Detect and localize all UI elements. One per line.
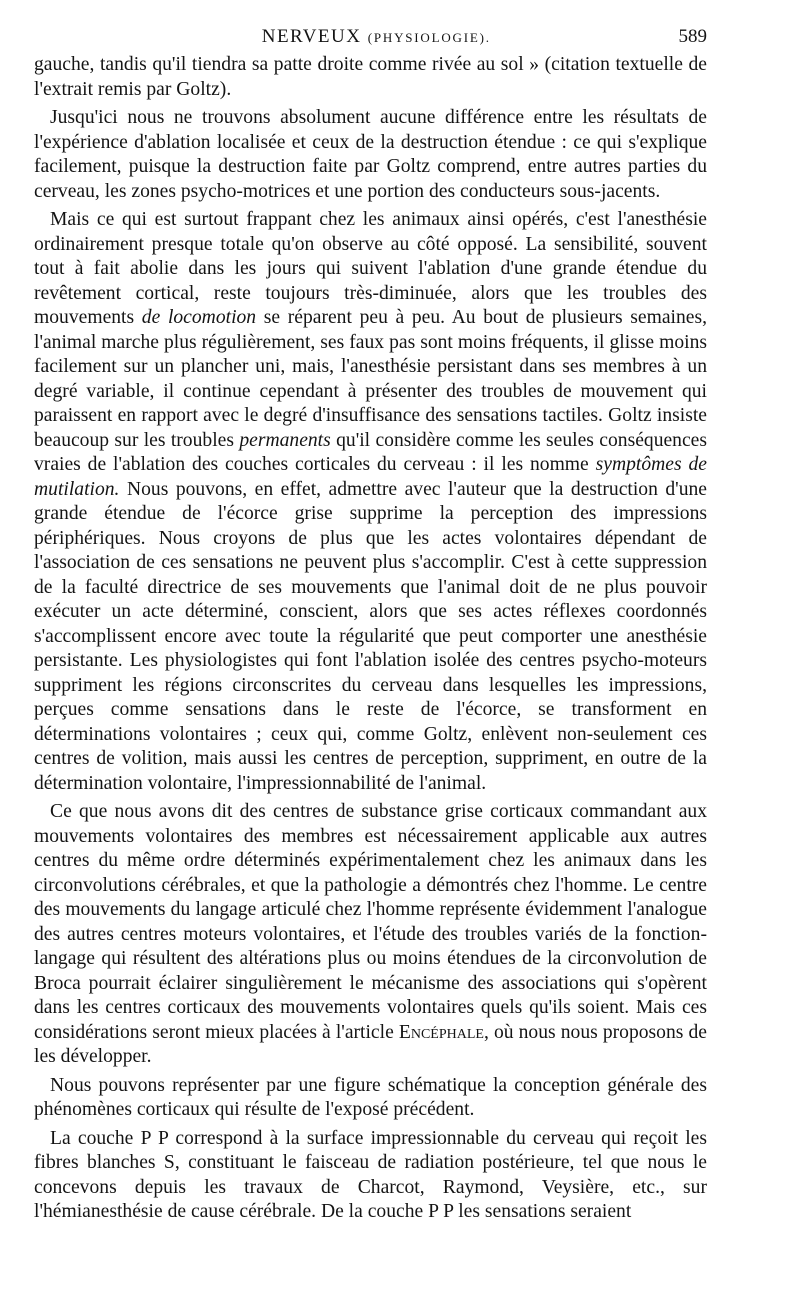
text-run: Mais ce qui est surtout frappant chez les animaux ainsi opérés, c'est l'anesthésie ordinairement presque totale qu'on observe au côté opposé. La sensibilité, souvent tout à fait abolie dans les jours qui suivent l'ablation d'une grande étendue du revêtement cortical, reste toujours très-diminuée, alors que les troubles des mouvements [34,209,707,328]
text-run: La couche P P correspond à la surface impressionnable du cerveau qui reçoit les fibres blanches S, constituant le faisceau de radiation postérieure, tel que nous le concevons depuis les travaux de Charcot, Raymond, Veysière, etc., sur l'hémianesthésie de cause cérébrale. De la couche P P les sensations seraient [34,1127,707,1222]
italic-text: permanents [239,429,331,451]
header-title [34,26,679,48]
text-run: Ce que nous avons dit des centres de substance grise corticaux commandant aux mouvements volontaires des membres est nécessairement applicable aux autres centres du même ordre déterminés expérimentalement chez les animaux dans les circonvolutions cérébrales, et que la pathologie a démontrés chez l'homme. Le centre des mouvements du langage articulé chez l'homme représente évidemment l'analogue des autres centres moteurs volontaires, et l'étude des troubles variés de la fonction-langage qui résultent des altérations plus ou moins étendues de la circonvolution de Broca pourrait éclairer singulièrement le mécanisme des associations qui s'opèrent dans les centres corticaux des mouvements volontaires quels qu'ils soient. Mais ces considérations seront mieux placées à l'article [34,801,707,1043]
text-run: se réparent peu à peu. Au bout de plusieurs semaines, l'animal marche plus régulièrement, ses faux pas sont moins fréquents, il glisse moins facilement sur un plancher uni, mais, l'anesthésie persistant dans ses membres à un degré variable, il continue cependant à présenter des troubles de mouvement qui paraissent en rapport avec le degré d'insuffisance des sensations tactiles. Goltz insiste beaucoup sur les troubles [34,307,707,451]
paragraph [34,208,707,796]
paragraph [34,53,707,102]
italic-text: de locomotion [141,307,257,328]
page-number: 589 [678,26,707,47]
text-run: Nous pouvons représenter par une figure schématique la conception générale des phénomènes corticaux qui résulte de l'exposé précédent. [34,1074,707,1120]
running-header [34,26,707,48]
paragraph [34,800,707,1070]
paragraph [34,1127,707,1225]
body-text [34,53,707,1225]
smallcaps-text: Encéphale [398,1021,484,1043]
header-title-text: NERVEUX [261,26,362,47]
text-run: gauche, tandis qu'il tiendra sa patte droite comme rivée au sol » (citation textuelle de l'extrait remis par Goltz). [34,54,707,100]
italic-text: symptômes de mutilation. [34,454,707,500]
paragraph [34,106,707,204]
paragraph [34,1074,707,1123]
text-run: Jusqu'ici nous ne trouvons absolument aucune différence entre les résultats de l'expérience d'ablation localisée et ceux de la destruction étendue : ce qui s'explique facilement, puisque la destruction faite par Goltz comprend, entre autres parties du cerveau, les zones psycho-motrices et une portion des conducteurs sous-jacents. [34,107,707,202]
text-run: Nous pouvons, en effet, admettre avec l'auteur que la destruction d'une grande étendue de l'écorce grise supprime la perception des impressions périphériques. Nous croyons de plus que les actes volontaires dépendant de l'association de ces sensations ne peuvent plus s'accomplir. C'est à cette suppression de la faculté directrice de ses mouvements que l'animal doit de ne plus pouvoir exécuter un acte déterminé, conscient, alors que ses actes réflexes coordonnés s'accomplissent encore avec toute la régularité que peut comporter une anesthésie persistante. Les physiologistes qui font l'ablation isolée des centres psycho-moteurs suppriment les régions circonscrites du cerveau dans lesquelles les impressions, perçues comme sensations dans le reste de l'écorce, se transforment en déterminations volontaires ; ceux qui, comme Goltz, enlèvent non-seulement ces centres de volition, mais aussi les centres de perception, suppriment, en outre de la détermination volontaire, l'impressionnabilité de l'animal. [34,478,707,794]
text-run: , où nous nous proposons de les développer. [34,1021,707,1067]
text-run: qu'il considère comme les seules conséquences vraies de l'ablation des couches corticales du cerveau : il les nomme [34,429,707,475]
header-subtitle: (PHYSIOLOGIE). [367,30,491,45]
